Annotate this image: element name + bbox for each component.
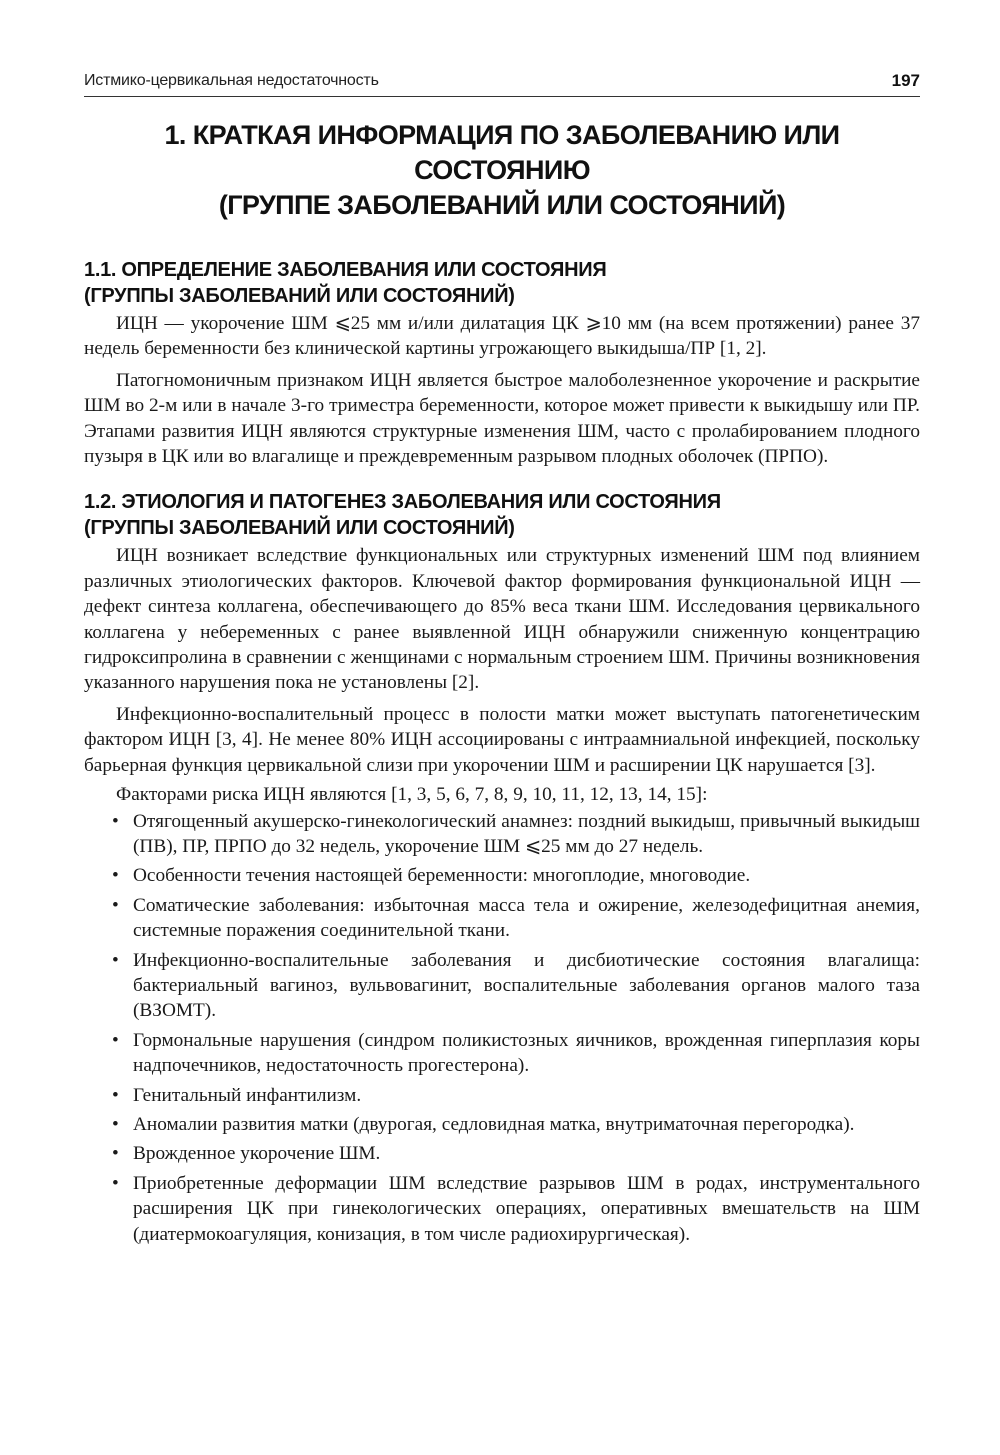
infection-paragraph: Инфекционно-воспалительный процесс в полости матки может выступать патогенетическим фактором ИЦН [3, 4]. Не менее 80% ИЦН ассоциированы с интраамниальной инфекцией, поскольку барьерная функция цервикальной слизи при укорочении ШМ и расширении ЦК нарушается [3]. (84, 703, 920, 776)
section-2-title-line-2: (ГРУППЫ ЗАБОЛЕВАНИЙ ИЛИ СОСТОЯНИЙ) (84, 517, 515, 540)
risk-factor-item: • Гормональные нарушения (синдром поликистозных яичников, врожденная гиперплазия коры надпочечников, недостаточность прогестерона). (112, 1028, 920, 1079)
section-1-title (84, 257, 920, 309)
risk-factor-item: • Приобретенные деформации ШМ вследствие разрывов ШМ в родах, инструментального расширения ЦК при гинекологических операциях, оперативных вмешательств на ШМ (диатермокоагуляция, конизация, в том числе радиохирургическая). (112, 1171, 920, 1247)
running-title: Истмико-цервикальная недостаточность (84, 72, 379, 89)
risk-factors-intro: Факторами риска ИЦН являются [1, 3, 5, 6, 7, 8, 9, 10, 11, 12, 13, 14, 15]: (116, 784, 708, 806)
running-header (84, 66, 920, 97)
pathognomonic-paragraph: Патогномоничным признаком ИЦН является быстрое малоболезненное укорочение и раскрытие ШМ во 2-м или в начале 3-го триместра беременности, которое может привести к выкидышу или ПР. Этапами развития ИЦН являются структурные изменения ШМ, часто с пролабированием плодного пузыря в ЦК или во влагалище и преждевременным разрывом плодных оболочек (ПРПО). (84, 369, 920, 468)
etiology-paragraph: ИЦН возникает вследствие функциональных или структурных изменений ШМ под влиянием различных этиологических факторов. Ключевой фактор формирования функциональной ИЦН — дефект синтеза коллагена, обеспечивающего до 85% веса ткани ШМ. Исследования цервикального коллагена у небеременных с ранее выявленной ИЦН обнаружили сниженную концентрацию гидроксипролина в сравнении с женщинами с нормальным строением ШМ. Причины возникновения указанного нарушения пока не установлены [2]. (84, 545, 920, 694)
section-2-title (84, 489, 920, 541)
risk-factor-item: • Аномалии развития матки (двурогая, седловидная матка, внутриматочная перегородка). (112, 1112, 920, 1137)
risk-factor-item: • Отягощенный акушерско-гинекологический анамнез: поздний выкидыш, привычный выкидыш (ПВ), ПР, ПРПО до 32 недель, укорочение ШМ ⩽25 мм до 27 недель. (112, 809, 920, 860)
risk-factor-item: • Врожденное укорочение ШМ. (112, 1141, 920, 1166)
risk-factor-item: • Инфекционно-воспалительные заболевания и дисбиотические состояния влагалища: бактериальный вагиноз, вульвовагинит, воспалительные заболевания органов малого таза (ВЗОМТ). (112, 948, 920, 1024)
page-number: 197 (891, 71, 920, 90)
chapter-title-line-1: 1. КРАТКАЯ ИНФОРМАЦИЯ ПО ЗАБОЛЕВАНИЮ ИЛИ СОСТОЯНИЮ (164, 120, 840, 185)
risk-factor-item: • Соматические заболевания: избыточная масса тела и ожирение, железодефицитная анемия, системные поражения соединительной ткани. (112, 893, 920, 944)
definition-paragraph: ИЦН — укорочение ШМ ⩽25 мм и/или дилатация ЦК ⩾10 мм (на всем протяжении) ранее 37 недель беременности без клинической картины угрожающего выкидыша/ПР [1, 2]. (84, 313, 920, 360)
risk-factor-item: • Особенности течения настоящей беременности: многоплодие, многоводие. (112, 863, 920, 888)
page-content (84, 118, 920, 1251)
section-2-title-line-1: 1.2. ЭТИОЛОГИЯ И ПАТОГЕНЕЗ ЗАБОЛЕВАНИЯ ИЛИ СОСТОЯНИЯ (84, 491, 721, 514)
section-1-title-line-2: (ГРУППЫ ЗАБОЛЕВАНИЙ ИЛИ СОСТОЯНИЙ) (84, 285, 515, 307)
risk-factors-list (84, 809, 920, 1248)
chapter-title-line-2: (ГРУППЕ ЗАБОЛЕВАНИЙ ИЛИ СОСТОЯНИЙ) (218, 190, 786, 220)
risk-factor-item: • Генитальный инфантилизм. (112, 1083, 920, 1108)
section-1-title-line-1: 1.1. ОПРЕДЕЛЕНИЕ ЗАБОЛЕВАНИЯ ИЛИ СОСТОЯНИЯ (84, 259, 607, 281)
chapter-title (84, 118, 920, 223)
